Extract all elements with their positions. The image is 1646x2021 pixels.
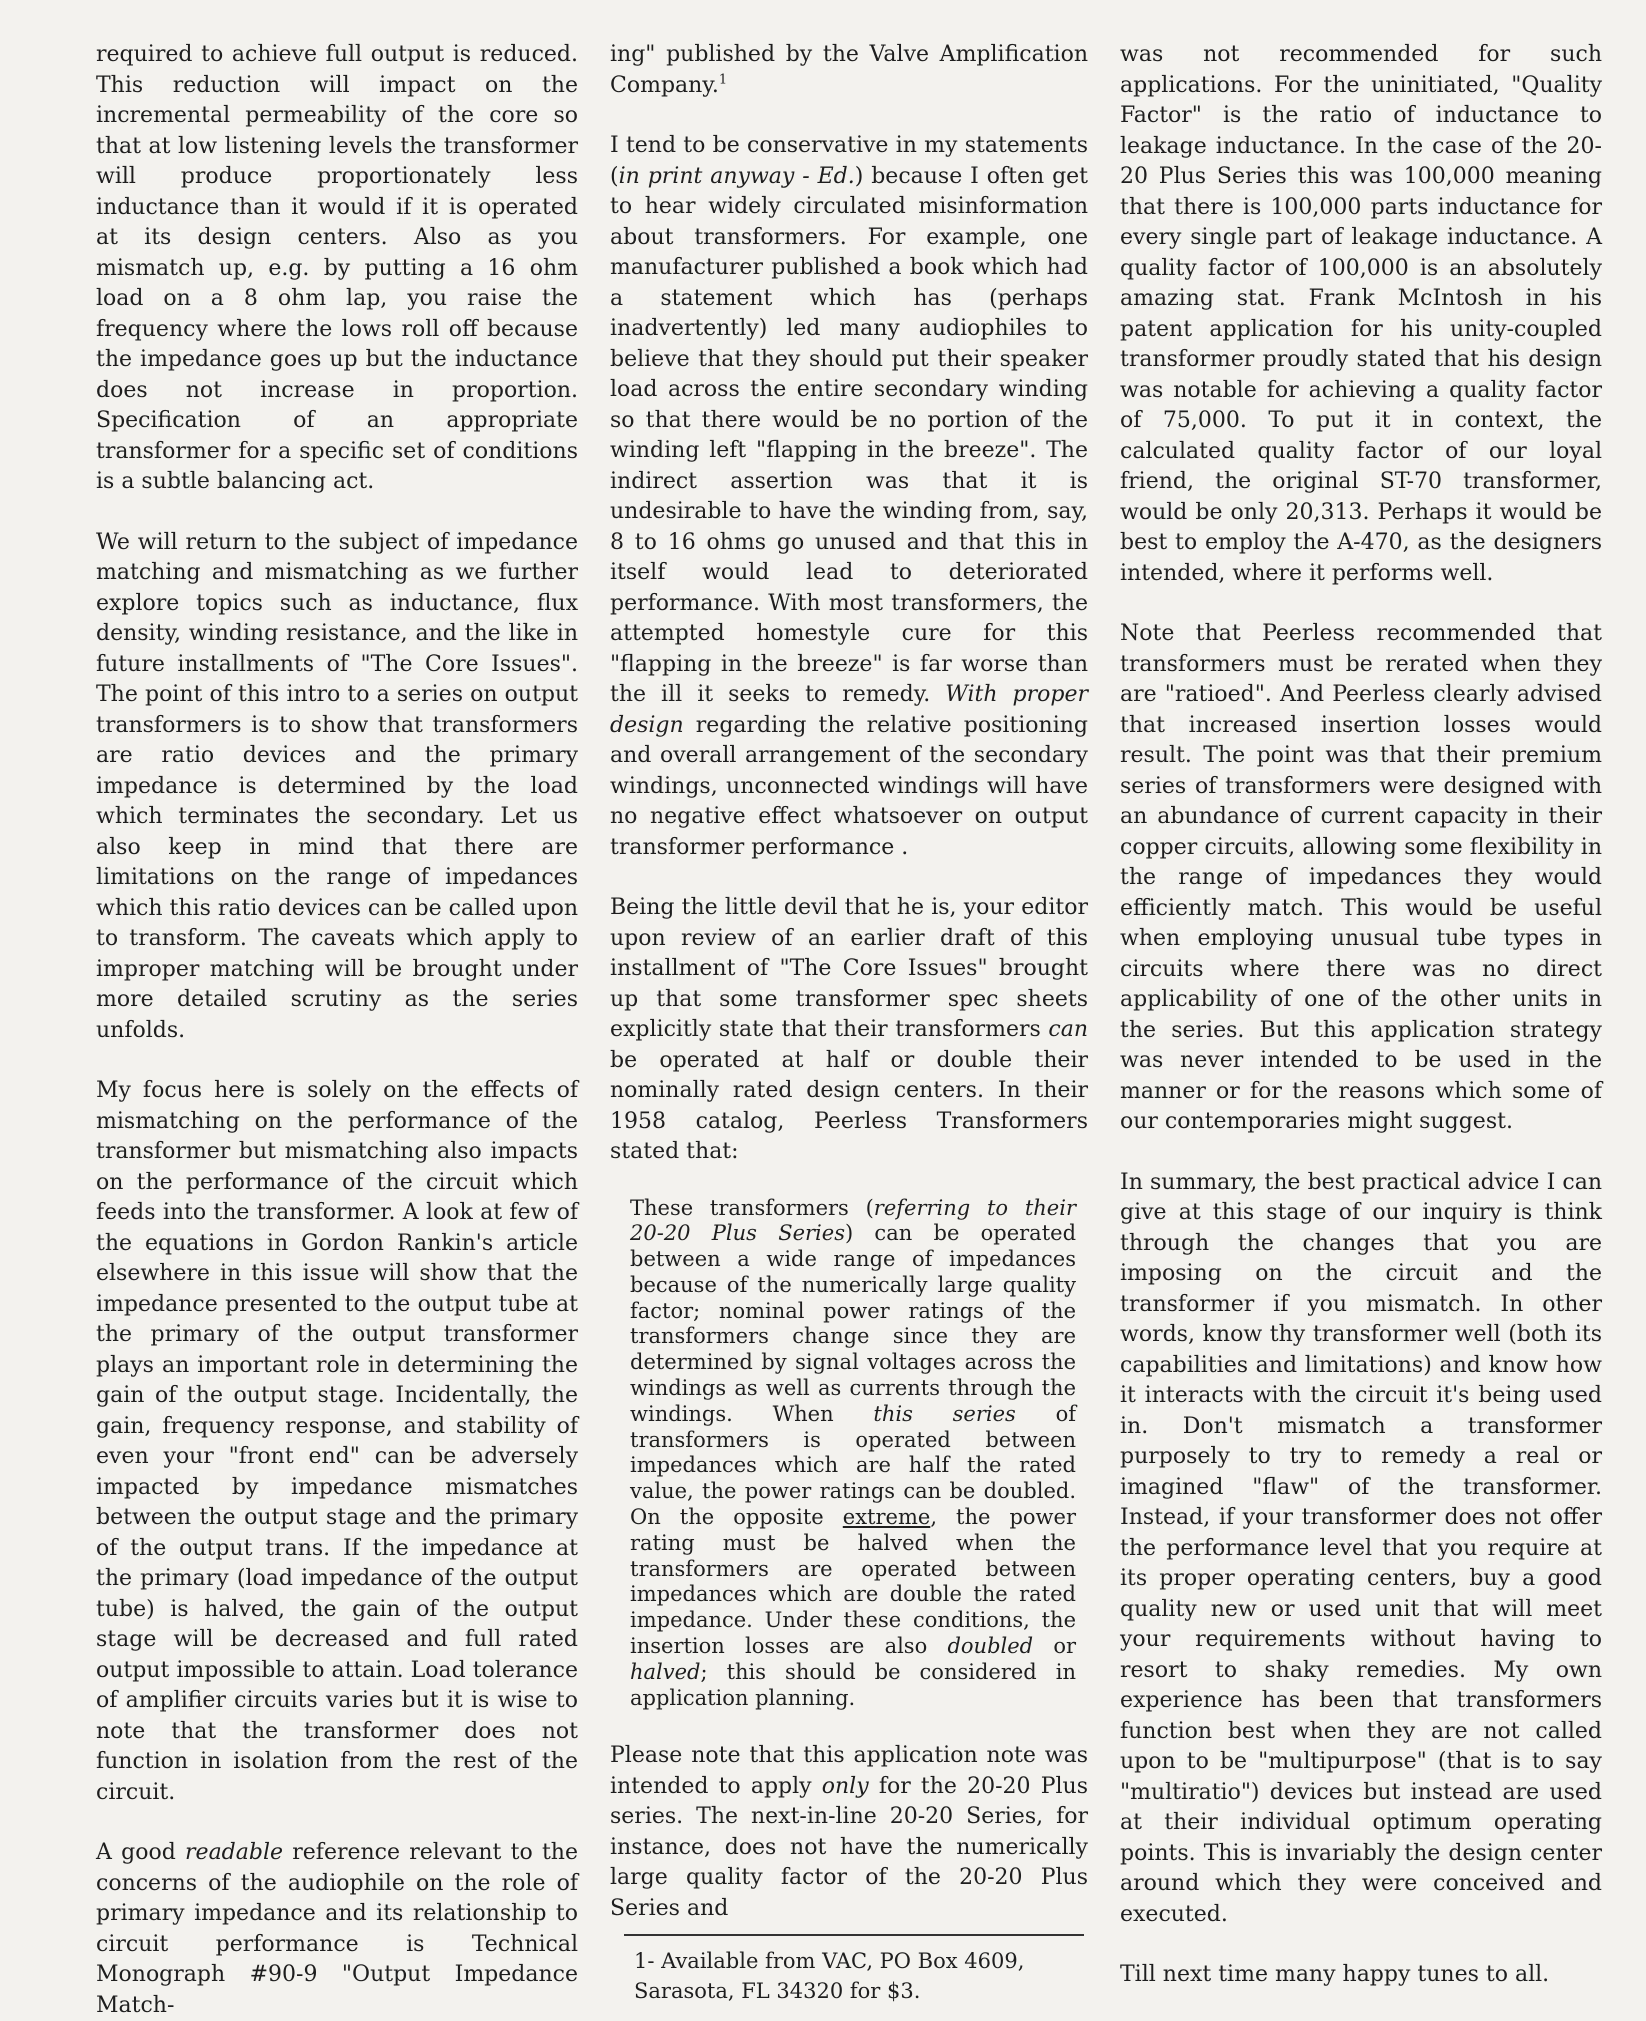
emphasis: halved (630, 1659, 701, 1684)
text-run: , the power rating must be halved when the transformers are operated between impedances which are double the rated impedance. Under these conditions, the insertion losses are also (630, 1505, 1076, 1659)
emphasis: can (1048, 1017, 1088, 1042)
paragraph (610, 131, 1088, 863)
column-left (96, 40, 578, 2021)
underlined-word: extreme (842, 1505, 931, 1530)
emphasis: readable (185, 1840, 284, 1865)
text-run: ) can be operated between a wide range of impedances because of the numerically large quality factor; nominal power ratings of the transformers change since they are determined by signal voltages across the windings as well as currents through the windings. When (630, 1221, 1077, 1426)
block-quote (630, 1196, 1076, 1712)
text-run: be operated at half or double their nominally rated design centers. In their 1958 catalog, Peerless Transformers stated that: (610, 1047, 1088, 1164)
emphasis: With proper design (610, 682, 1088, 738)
paragraph (610, 893, 1088, 1168)
text-run: I tend to be conservative in my statements ( (610, 133, 1088, 189)
text-run: Please note that this application note was intended to apply (610, 1743, 1088, 1799)
footnote-line: 1- Available from VAC, PO Box 4609, (634, 1949, 1025, 1974)
text-run: A good (96, 1840, 186, 1865)
emphasis: in print anyway - Ed. (618, 163, 855, 189)
paragraph (610, 40, 1088, 101)
paragraph: We will return to the subject of impedance matching and mismatching as we further explore topics such as inductance, flux density, winding resistance, and the like in future installments of "The Core Issues". The point of this intro to a series on output transformers is to show that transformers are ratio devices and the primary impedance is determined by the load which terminates the secondary. Let us also keep in mind that there are limitations on the range of impedances which this ratio devices can be called upon to transform. The caveats which apply to improper matching will be brought under more detailed scrutiny as the series unfolds. (96, 529, 578, 1043)
footnote (634, 1946, 1088, 2006)
paragraph (610, 1741, 1088, 1924)
text-run: of transformers is operated between impedances which are half the rated value, the power ratings can be doubled. On the opposite (630, 1401, 1077, 1530)
text-run: reference relevant to the concerns of the audiophile on the role of primary impedance and its relationship to circuit performance is Technical Monograph #90-9 "Output Impedance Match- (96, 1840, 578, 2018)
emphasis: only (821, 1773, 869, 1799)
text-run: for the 20-20 Plus series. The next-in-line 20-20 Series, for instance, does not have the numerically large quality factor of the 20-20 Plus Series and (610, 1773, 1088, 1921)
text-run: Being the little devil that he is, your editor upon review of an earlier draft of this installment of "The Core Issues" brought up that some transformer spec sheets explicitly state that their transformers (610, 895, 1088, 1042)
paragraph: In summary, the best practical advice I can give at this stage of our inquiry is think through the changes that you are imposing on the circuit and the transformer if you mismatch. In other words, know thy transformer well (both its capabilities and limitations) and know how it interacts with the circuit it's being used in. Don't mismatch a transformer purposely to try to remedy a real or imagined "flaw" of the transformer. Instead, if your transformer does not offer the performance level that you require at its proper operating centers, buy a good quality new or used unit that will meet your requirements without having to resort to shaky remedies. My own experience has been that transformers function best when they are not called upon to be "multipurpose" (that is to say "multiratio") devices but instead are used at their individual optimum operating points. This is invariably the design center around which they were conceived and executed. (1120, 1169, 1602, 1927)
emphasis: this series (873, 1401, 1016, 1426)
footnote-rule (624, 1934, 1084, 1936)
paragraph: My focus here is solely on the effects of mismatching on the performance of the transformer but mismatching also impacts on the performance of the circuit which feeds into the transformer. A look at few of the equations in Gordon Rankin's article elsewhere in this issue will show that the impedance presented to the output tube at the primary of the output transformer plays an important role in determining the gain of the output stage. Incidentally, the gain, frequency response, and stability of even your "front end" can be adversely impacted by impedance mismatches between the output stage and the primary of the output trans. If the impedance at the primary (load impedance of the output tube) is halved, the gain of the output stage will be decreased and full rated output impossible to attain. Load tolerance of amplifier circuits varies but it is wise to note that the transformer does not function in isolation from the rest of the circuit. (96, 1078, 578, 1805)
paragraph: was not recommended for such applications. For the uninitiated, "Quality Factor" is the ratio of inductance to leakage inductance. In the case of the 20-20 Plus Series this was 100,000 meaning that there is 100,000 parts inductance for every single part of leakage inductance. A quality factor of 100,000 is an absolutely amazing stat. Frank McIntosh in his patent application for his unity-coupled transformer proudly stated that his design was notable for achieving a quality factor of 75,000. To put it in context, the calculated quality factor of our loyal friend, the original ST-70 transformer, would be only 20,313. Perhaps it would be best to employ the A-470, as the designers intended, where it performs well. (1120, 42, 1602, 586)
footnote-line: Sarasota, FL 34320 for $3. (634, 1979, 921, 2004)
footnote-marker: 1 (718, 72, 728, 88)
column-middle (610, 40, 1088, 2006)
paragraph: required to achieve full output is reduced. This reduction will impact on the incremental permeability of the core so that at low listening levels the transformer will produce proportionately less inductance than it would if it is operated at its design centers. Also as you mismatch up, e.g. by putting a 16 ohm load on a 8 ohm lap, you raise the frequency where the lows roll off because the impedance goes up but the inductance does not increase in proportion. Specification of an appropriate transformer for a specific set of conditions is a subtle balancing act. (96, 42, 578, 494)
paragraph: Till next time many happy tunes to all. (1120, 1962, 1550, 1987)
paragraph: Note that Peerless recommended that transformers must be rerated when they are "ratioed". And Peerless clearly advised that increased insertion losses would result. The point was that their premium series of transformers were designed with an abundance of current capacity in their copper circuits, allowing some flexibility in the range of impedances they would efficiently match. This would be useful when employing unusual tube types in circuits where there was no direct applicability of one of the other units in the series. But this application strategy was never intended to be used in the manner or for the reasons which some of our contemporaries might suggest. (1120, 621, 1602, 1134)
text-run: These transformers ( (630, 1195, 874, 1220)
text-run: ) because I often get to hear widely circulated misinformation about transformers. For example, one manufacturer published a book which had a statement which has (perhaps inadvertently) led many audiophiles to believe that they should put their speaker load across the entire secondary winding so that there would be no portion of the winding left "flapping in the breeze". The indirect assertion was that it is undesirable to have the winding from, say, 8 to 16 ohms go unused and that this in itself would lead to deteriorated performance. With most transformers, the attempted homestyle cure for this "flapping in the breeze" is far worse than the ill it seeks to remedy. (610, 163, 1089, 707)
text-run: regarding the relative positioning and overall arrangement of the secondary windings, unconnected windings will have no negative effect whatsoever on output transformer performance . (610, 712, 1088, 860)
emphasis: referring to their 20-20 Plus Series (630, 1195, 1076, 1246)
text-run: ing" published by the Valve Amplification Company. (610, 42, 1088, 98)
emphasis: doubled (947, 1634, 1034, 1659)
column-right (1120, 40, 1602, 2021)
text-run: ; this should be considered in application planning. (630, 1659, 1076, 1710)
paragraph (96, 1838, 578, 2021)
text-run: or (1033, 1634, 1076, 1659)
